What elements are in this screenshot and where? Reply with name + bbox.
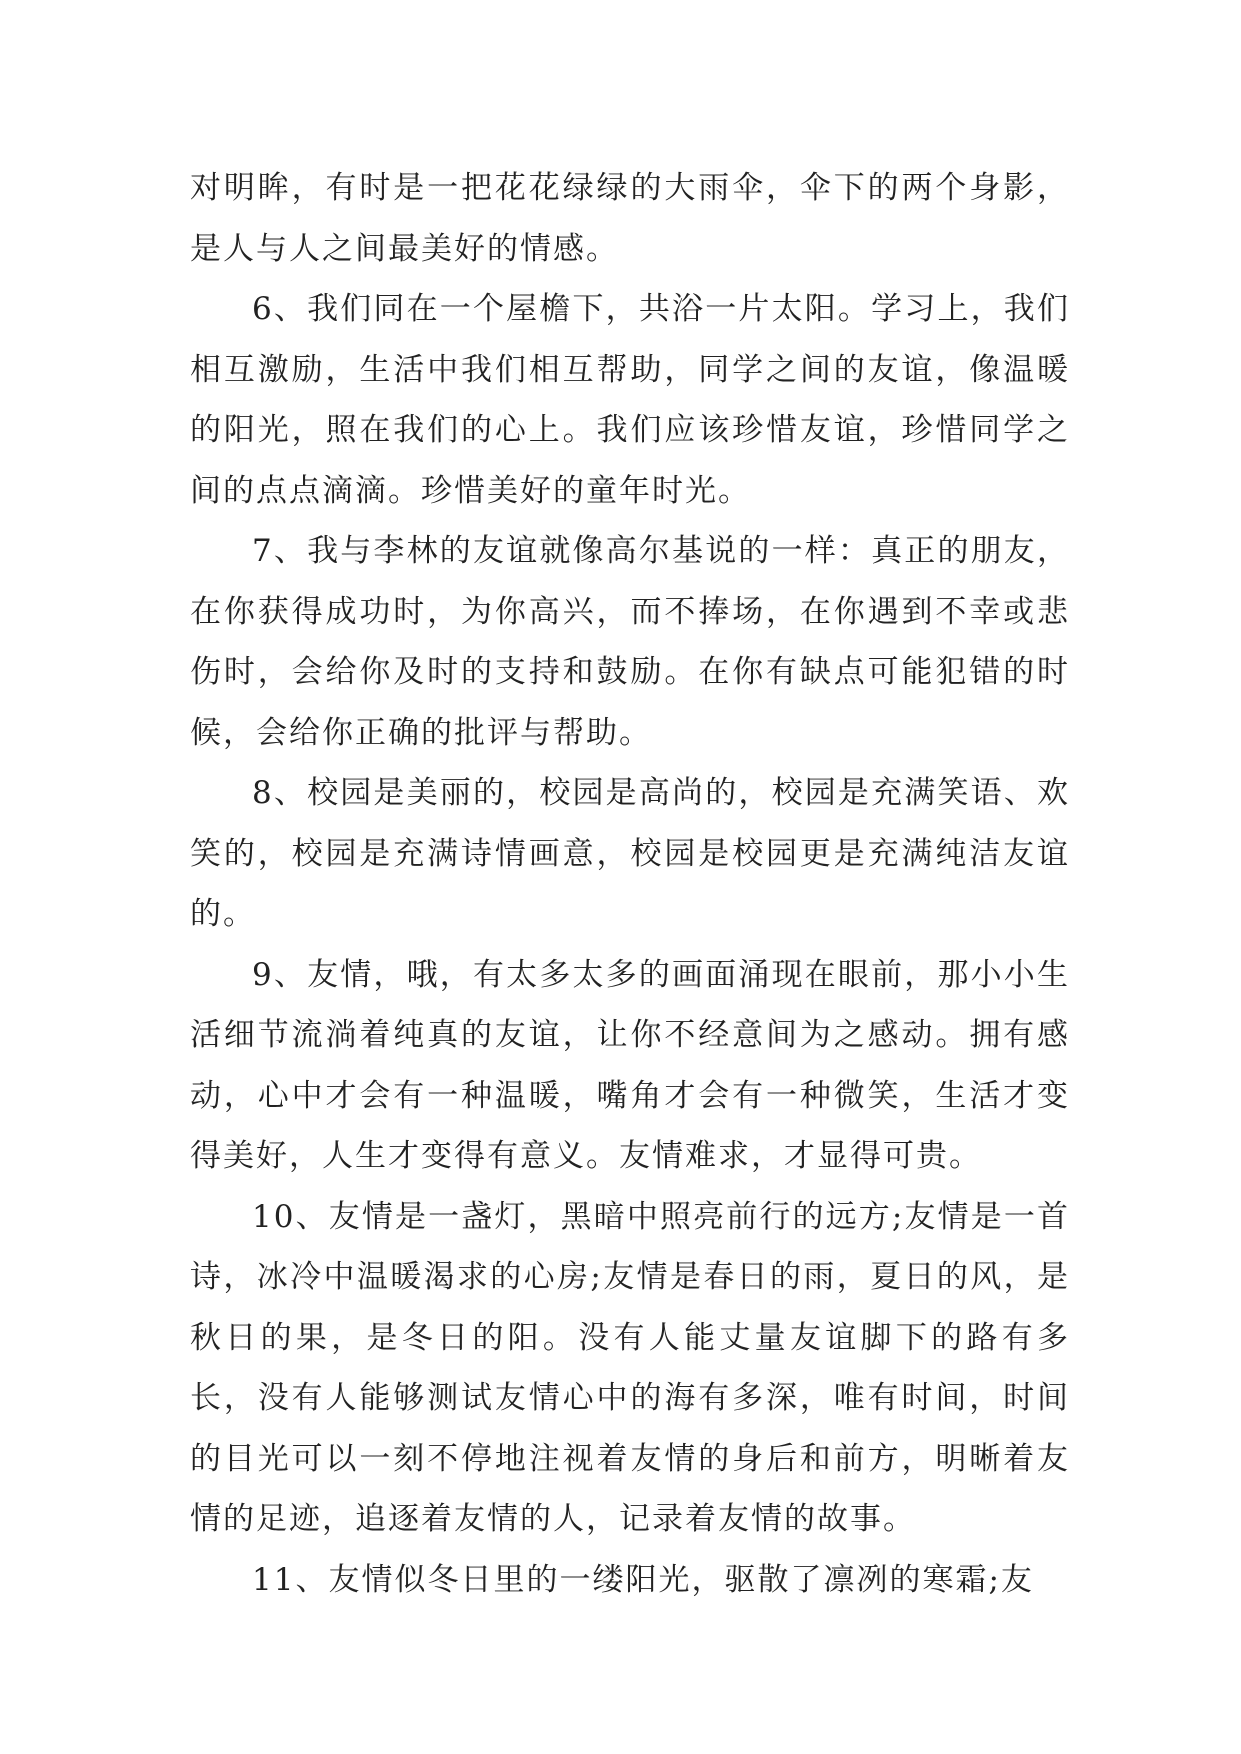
paragraph-7: 7、我与李林的友谊就像高尔基说的一样：真正的朋友，在你获得成功时，为你高兴，而不捧场，在你遇到不幸或悲伤时，会给你及时的支持和鼓励。在你有缺点可能犯错的时候，会给你正确的批评与帮助。 [190, 533, 1070, 751]
paragraph-10: 10、友情是一盏灯，黑暗中照亮前行的远方;友情是一首诗，冰冷中温暖渴求的心房;友情是春日的雨，夏日的风，是秋日的果，是冬日的阳。没有人能丈量友谊脚下的路有多长，没有人能够测试友情心中的海有多深，唯有时间，时间的目光可以一刻不停地注视着友情的身后和前方，明晰着友情的足迹，追逐着友情的人，记录着友情的故事。 [190, 1198, 1070, 1537]
document-body [190, 158, 1070, 1610]
paragraph-11: 11、友情似冬日里的一缕阳光，驱散了凛冽的寒霜;友 [252, 1561, 1034, 1598]
paragraph-continuation: 对明眸，有时是一把花花绿绿的大雨伞，伞下的两个身影，是人与人之间最美好的情感。 [190, 170, 1070, 267]
paragraph-8: 8、校园是美丽的，校园是高尚的，校园是充满笑语、欢笑的，校园是充满诗情画意，校园是校园更是充满纯洁友谊的。 [190, 775, 1070, 932]
paragraph-6: 6、我们同在一个屋檐下，共浴一片太阳。学习上，我们相互激励，生活中我们相互帮助，同学之间的友谊，像温暖的阳光，照在我们的心上。我们应该珍惜友谊，珍惜同学之间的点点滴滴。珍惜美好的童年时光。 [190, 291, 1070, 509]
paragraph-9: 9、友情，哦，有太多太多的画面涌现在眼前，那小小生活细节流淌着纯真的友谊，让你不经意间为之感动。拥有感动，心中才会有一种温暖，嘴角才会有一种微笑，生活才变得美好，人生才变得有意义。友情难求，才显得可贵。 [190, 956, 1070, 1174]
